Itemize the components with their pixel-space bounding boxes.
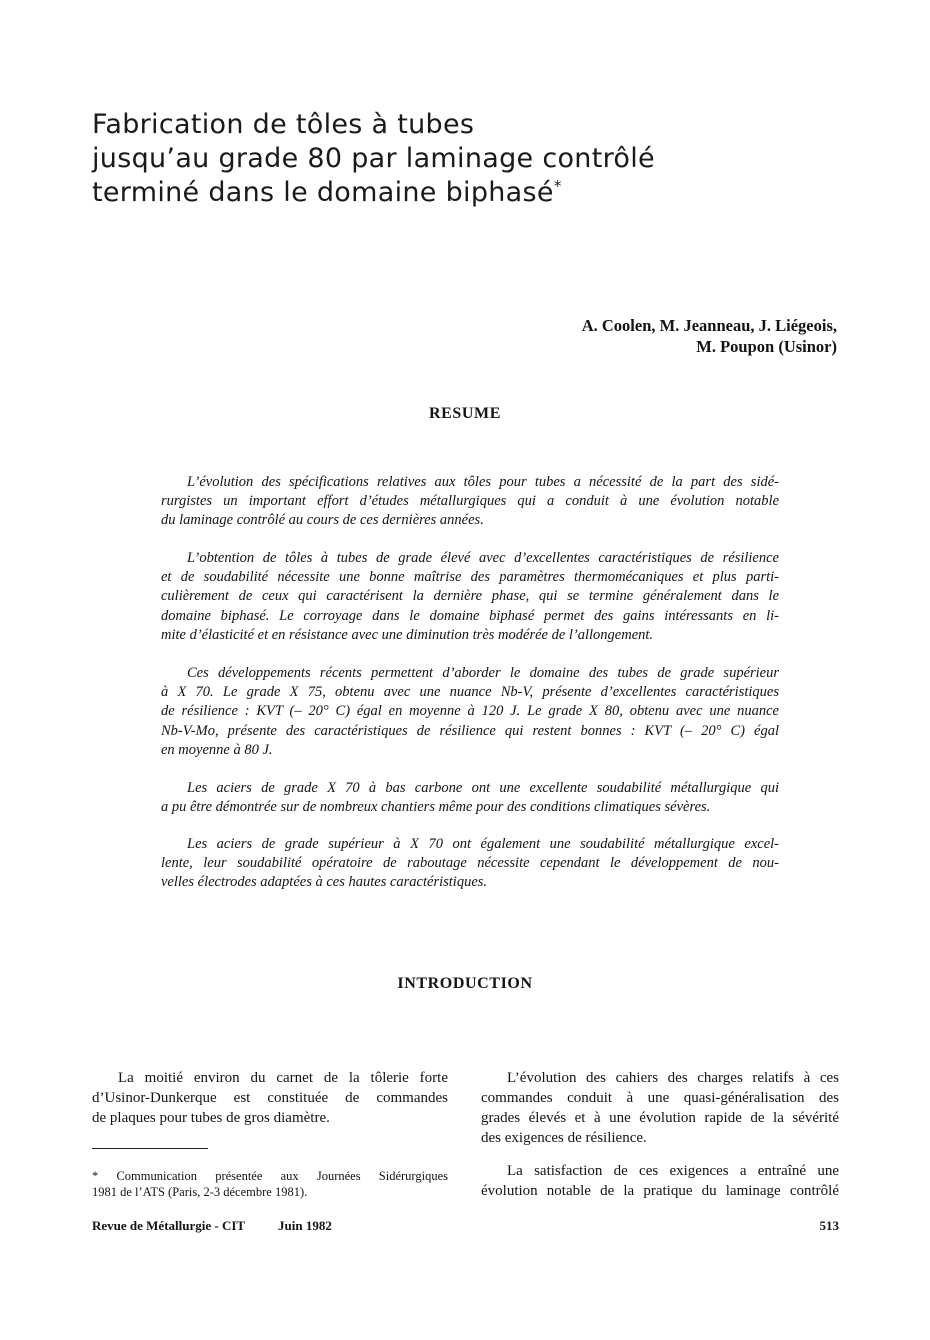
footnote-marker: * <box>553 177 562 195</box>
text-line: en moyenne à 80 J. <box>161 741 273 758</box>
text-line: Les aciers de grade X 70 à bas carbone ont une excellente soudabilité métallurgique qui <box>187 780 779 796</box>
title-line: Fabrication de tôles à tubes <box>92 109 475 140</box>
text-line: lente, leur soudabilité opératoire de raboutage nécessite cependant le développement de nou- <box>161 855 779 872</box>
text-line: domaine biphasé. Le corroyage dans le domaine biphasé permet des gains intéressants en li- <box>161 607 779 624</box>
text-line: commandes conduit à une quasi-généralisation des <box>481 1090 839 1106</box>
text-line: évolution notable de la pratique du laminage contrôlé <box>481 1183 839 1199</box>
text-line: Nb-V-Mo, présente des caractéristiques de résilience qui restent bonnes : KVT (– 20° C) égal <box>161 722 779 739</box>
text-line: L’évolution des cahiers des charges relatifs à ces <box>507 1070 839 1086</box>
text-line: rurgistes un important effort d’études métallurgiques qui a conduit à une évolution notable <box>161 493 779 510</box>
text-line: à X 70. Le grade X 75, obtenu avec une nuance Nb-V, présente d’excellentes caractéristiques <box>161 684 779 701</box>
text-line: mite d’élasticité et en résistance avec une diminution très modérée de l’allongement. <box>161 626 654 643</box>
introduction-right-paragraph <box>481 1161 839 1201</box>
introduction-heading: INTRODUCTION <box>397 975 533 992</box>
text-line: a pu être démontrée sur de nombreux chantiers même pour des conditions climatiques sévères. <box>161 799 711 816</box>
footnote-divider <box>92 1148 208 1149</box>
text-line: de résilience : KVT (– 20° C) égal en moyenne à 120 J. Le grade X 80, obtenu avec une nuance <box>161 703 779 720</box>
article-title <box>92 108 732 210</box>
introduction-right-paragraph <box>481 1068 839 1148</box>
text-line: L’évolution des spécifications relatives aux tôles pour tubes a nécessité de la part des sidé- <box>187 474 779 490</box>
text-line: Les aciers de grade supérieur à X 70 ont également une soudabilité métallurgique excel- <box>187 836 779 852</box>
title-line <box>92 176 732 210</box>
title-line-text: terminé dans le domaine biphasé <box>92 177 554 208</box>
text-line: L’obtention de tôles à tubes de grade élevé avec d’excellentes caractéristiques de résilience <box>187 550 779 566</box>
text-line: grades élevés et à une évolution rapide de la sévérité <box>481 1110 839 1126</box>
introduction-left-paragraph <box>92 1068 448 1128</box>
author-line: A. Coolen, M. Jeanneau, J. Liégeois, <box>581 316 837 335</box>
text-line: La moitié environ du carnet de la tôlerie forte <box>118 1070 448 1086</box>
text-line: d’Usinor-Dunkerque est constituée de commandes <box>92 1090 448 1106</box>
footnote-line: * Communication présentée aux Journées Sidérurgiques <box>92 1169 448 1183</box>
footnote-line: 1981 de l’ATS (Paris, 2-3 décembre 1981). <box>92 1185 308 1199</box>
text-line: velles électrodes adaptées à ces hautes caractéristiques. <box>161 874 488 891</box>
abstract-paragraph <box>161 549 779 645</box>
text-line: et de soudabilité nécessite une bonne maîtrise des paramètres thermomécaniques et plus parti- <box>161 569 779 586</box>
abstract-paragraph <box>161 779 779 817</box>
title-line: jusqu’au grade 80 par laminage contrôlé <box>92 143 655 174</box>
text-line: des exigences de résilience. <box>481 1130 647 1146</box>
abstract-heading: RESUME <box>428 405 502 422</box>
text-line: Ces développements récents permettent d’aborder le domaine des tubes de grade supérieur <box>187 665 779 681</box>
text-line: culièrement de ceux qui caractérisent la dernière phase, qui se termine généralement dans le <box>161 588 779 605</box>
text-line: du laminage contrôlé au cours de ces dernières années. <box>161 512 484 529</box>
text-line: de plaques pour tubes de gros diamètre. <box>92 1110 330 1126</box>
page-number: 513 <box>819 1218 839 1233</box>
author-list <box>582 315 837 357</box>
author-line: M. Poupon (Usinor) <box>696 337 837 356</box>
footnote <box>92 1168 448 1200</box>
issue-date: Juin 1982 <box>278 1218 332 1233</box>
abstract-paragraph <box>161 664 779 760</box>
abstract-paragraph <box>161 835 779 893</box>
text-line: La satisfaction de ces exigences a entraîné une <box>507 1163 839 1179</box>
journal-name: Revue de Métallurgie - CIT <box>92 1218 246 1233</box>
abstract-paragraph <box>161 473 779 531</box>
